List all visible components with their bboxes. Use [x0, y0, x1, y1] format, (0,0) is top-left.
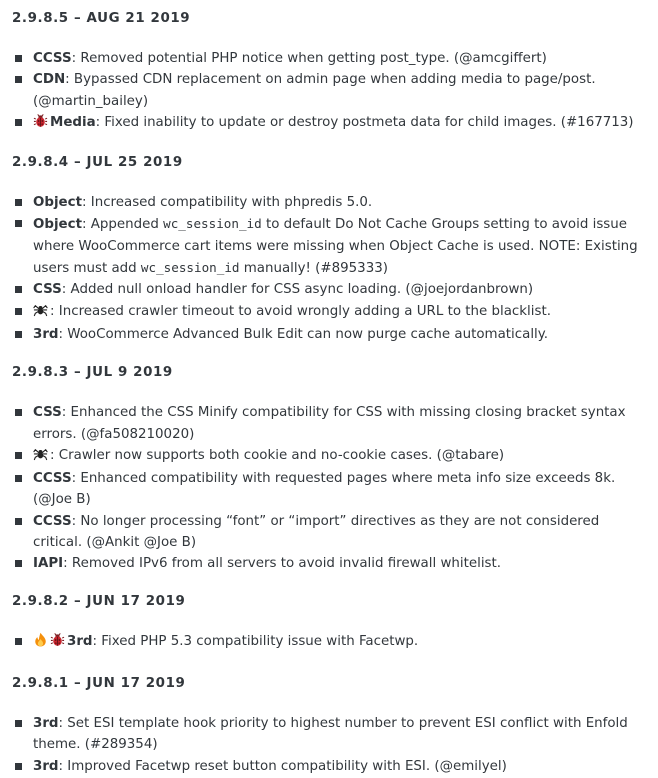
entry-text: : Bypassed CDN replacement on admin page when adding media to page/post. (@martin_bailey)	[33, 72, 596, 109]
release-section	[12, 592, 652, 654]
entry-tag: IAPI	[33, 556, 64, 572]
entry-text: manually! (#895333)	[239, 261, 388, 277]
release-heading: 2.9.8.4 – JUL 25 2019	[12, 155, 183, 171]
list-item	[12, 192, 652, 213]
list-item	[12, 511, 652, 554]
entry-tag: CCSS	[33, 51, 72, 66]
entry-text: : Fixed inability to update or destroy postmeta data for child images. (#167713)	[95, 114, 634, 130]
release-section	[12, 363, 652, 574]
inline-code: wc_session_id	[140, 260, 240, 276]
entry-text: : Increased compatibility with phpredis 5.0.	[81, 195, 373, 211]
release-heading: 2.9.8.2 – JUN 17 2019	[12, 593, 186, 609]
release-section	[12, 674, 652, 777]
list-item	[12, 756, 652, 777]
fire-icon	[33, 632, 48, 654]
entry-tag: Media	[50, 114, 96, 130]
entry-tag: Object	[33, 195, 82, 211]
list-item	[12, 301, 652, 324]
list-item	[12, 69, 652, 112]
entry-text: : Removed IPv6 from all servers to avoid invalid firewall whitelist.	[63, 556, 502, 572]
list-item	[12, 445, 652, 468]
entry-text: : Removed potential PHP notice when getting post_type. (@amcgiffert)	[71, 51, 547, 66]
entry-text: : Added null onload handler for CSS async loading. (@joejordanbrown)	[61, 282, 534, 298]
release-heading: 2.9.8.5 – AUG 21 2019	[12, 11, 191, 26]
bug-icon	[33, 113, 48, 135]
release-notes-list	[12, 192, 652, 345]
list-item	[12, 468, 652, 511]
entry-tag: 3rd	[67, 633, 93, 649]
entry-text: : Appended	[81, 217, 164, 233]
release-notes-list	[12, 713, 652, 777]
entry-tag: CSS	[33, 282, 62, 298]
list-item	[12, 324, 652, 345]
spider-icon	[33, 302, 48, 324]
entry-tag: 3rd	[33, 326, 59, 342]
list-item	[12, 279, 652, 300]
entry-tag: CDN	[33, 72, 66, 88]
entry-tag: CCSS	[33, 513, 72, 529]
entry-tag: 3rd	[33, 758, 59, 774]
entry-tag: 3rd	[33, 715, 59, 731]
release-section	[12, 9, 652, 135]
entry-text: : Fixed PHP 5.3 compatibility issue with Facetwp.	[92, 633, 419, 649]
list-item	[12, 213, 652, 279]
release-heading: 2.9.8.1 – JUN 17 2019	[12, 675, 186, 691]
release-heading: 2.9.8.3 – JUL 9 2019	[12, 365, 173, 381]
release-notes-list	[12, 402, 652, 574]
release-notes-list	[12, 48, 652, 135]
entry-text: : Enhanced compatibility with requested pages where meta info size exceeds 8k. (@Joe B)	[33, 471, 616, 508]
entry-text: : Enhanced the CSS Minify compatibility for CSS with missing closing bracket syntax errors. (@fa508210020)	[33, 405, 626, 442]
spider-icon	[33, 446, 48, 468]
entry-text: : Improved Facetwp reset button compatibility with ESI. (@emilyel)	[58, 758, 507, 774]
entry-tag: CSS	[33, 405, 62, 421]
entry-tag: Object	[33, 217, 82, 233]
entry-text: : WooCommerce Advanced Bulk Edit can now purge cache automatically.	[58, 326, 549, 342]
list-item	[12, 631, 652, 654]
list-item	[12, 48, 652, 69]
list-item	[12, 112, 652, 135]
entry-text: : No longer processing “font” or “import” directives as they are not considered critical. (@Ankit @Joe B)	[33, 513, 600, 551]
changelog	[12, 0, 652, 777]
entry-tag: CCSS	[33, 471, 72, 487]
bug-icon	[50, 632, 65, 654]
entry-text: to default Do Not Cache Groups setting to avoid issue where WooCommerce cart items were missing when Object Cache is used. NOTE: Existing users must add	[33, 217, 638, 277]
entry-text: : Crawler now supports both cookie and no-cookie cases. (@tabare)	[50, 447, 505, 463]
list-item	[12, 553, 652, 574]
release-section	[12, 153, 652, 345]
release-notes-list	[12, 631, 652, 654]
list-item	[12, 402, 652, 445]
entry-text: : Increased crawler timeout to avoid wrongly adding a URL to the blacklist.	[50, 303, 551, 319]
list-item	[12, 713, 652, 756]
inline-code: wc_session_id	[163, 216, 262, 232]
entry-text: : Set ESI template hook priority to highest number to prevent ESI conflict with Enfold theme. (#289354)	[33, 715, 628, 753]
